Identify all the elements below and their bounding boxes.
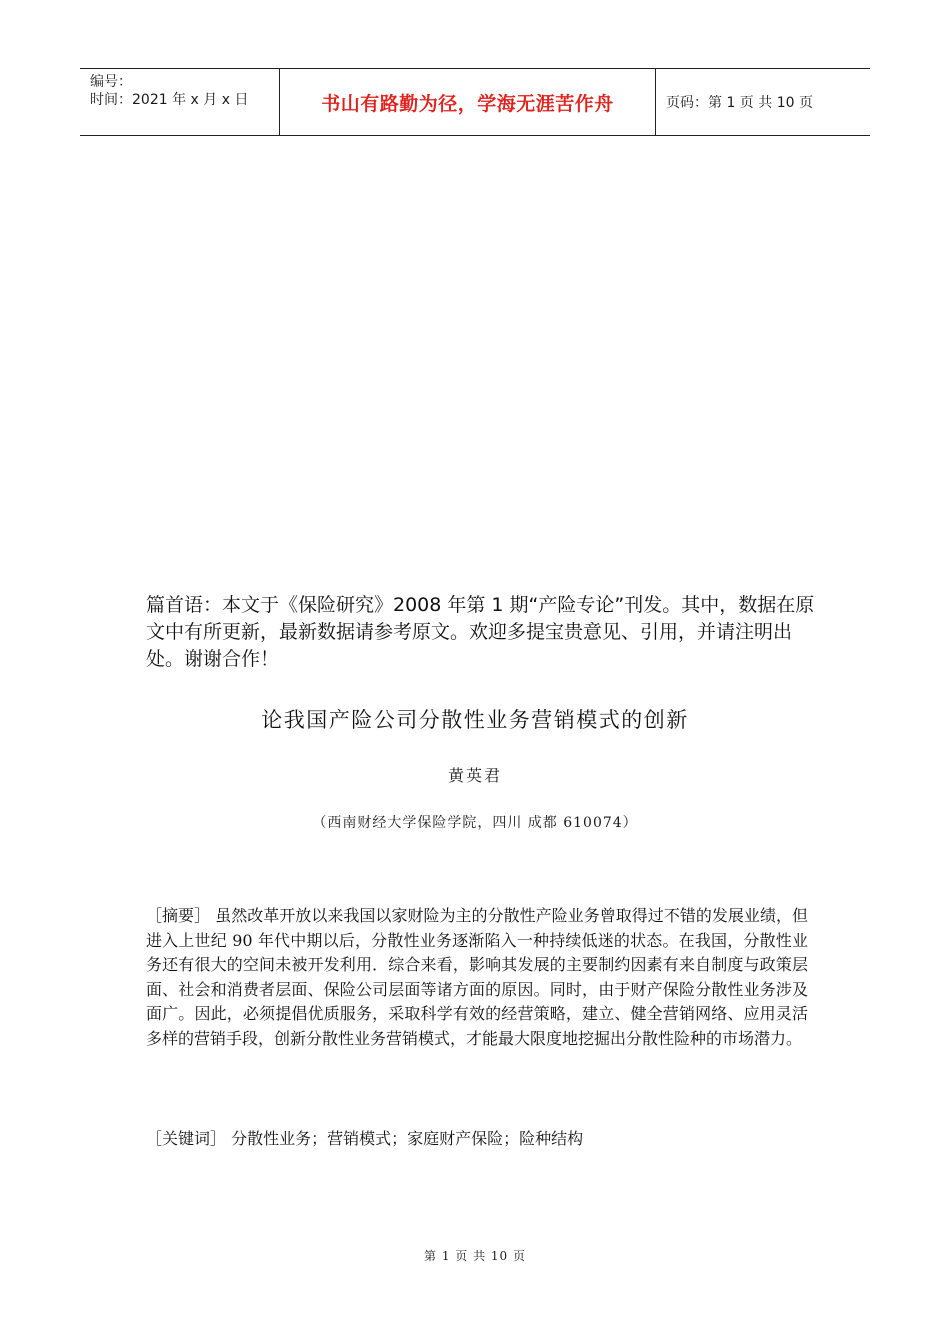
keywords-line: ［关键词］ 分散性业务；营销模式；家庭财产保险；险种结构 [146,1129,584,1148]
abstract-paragraph: ［摘要］ 虽然改革开放以来我国以家财险为主的分散性产险业务曾取得过不错的发展业绩，但进入上世纪 90 年代中期以后，分散性业务逐渐陷入一种持续低迷的状态。在我国，分散性业务还有很大的空间未被开发利用．综合来看，影响其发展的主要制约因素有来自制度与政策层面、社会和消费者层面、保险公司层面等诸方面的原因。同时，由于财产保险分散性业务涉及面广。因此，必须提倡优质服务，采取科学有效的经营策略，建立、健全营销网络、应用灵活多样的营销手段，创新分散性业务营销模式，才能最大限度地挖掘出分散性险种的市场潜力。 [146,906,808,1048]
header-page-info: 页码：第 1 页 共 10 页 [666,95,813,111]
author-affiliation: （西南财经大学保险学院，四川 成都 610074） [312,815,638,831]
header-meta [80,69,280,135]
page-footer: 第 1 页 共 10 页 [424,1249,526,1263]
document-time-label: 时间：2021 年 x 月 x 日 [90,92,249,108]
header-motto: 书山有路勤为径，学海无涯苦作舟 [280,69,656,135]
article-title: 论我国产险公司分散性业务营销模式的创新 [261,708,689,732]
header-table [80,68,870,136]
document-number-label: 编号： [90,74,132,90]
article-author: 黄英君 [447,766,502,785]
preface-note: 篇首语：本文于《保险研究》2008 年第 1 期“产险专论”刊发。其中，数据在原文中有所更新，最新数据请参考原文。欢迎多提宝贵意见、引用，并请注明出处。谢谢合作！ [146,594,815,670]
